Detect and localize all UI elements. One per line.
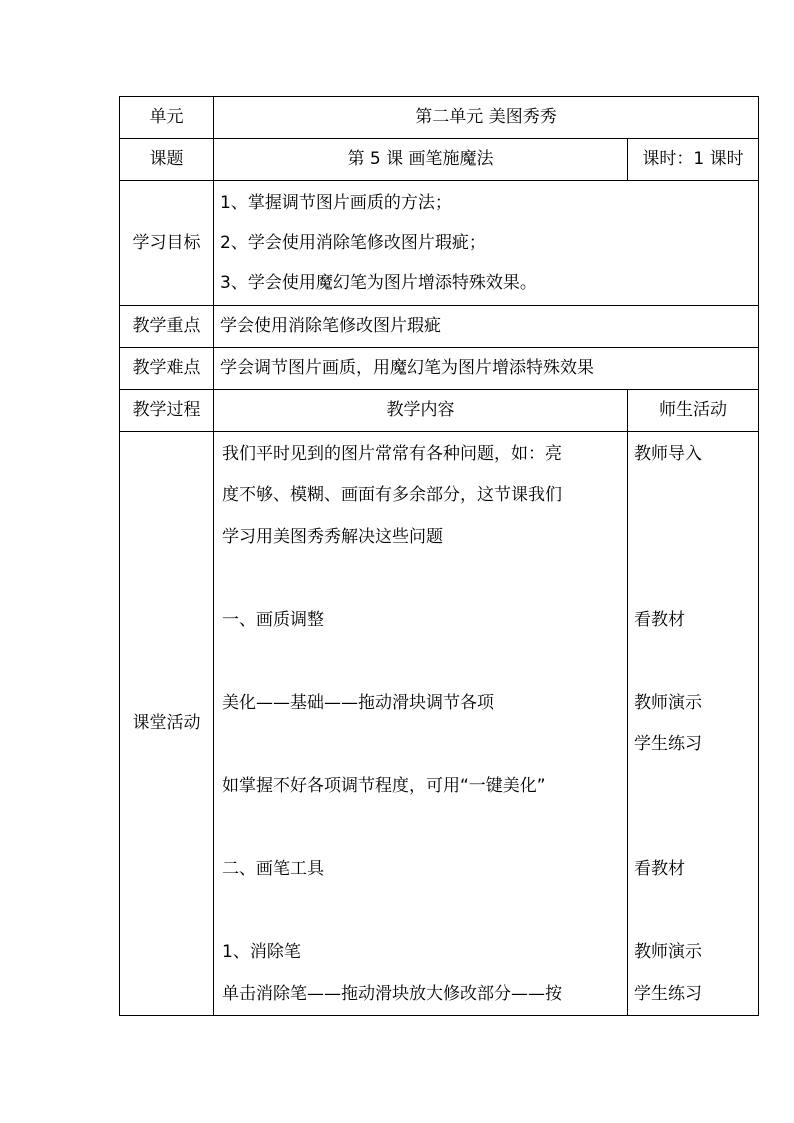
process-label: 教学过程 [120,390,214,432]
content-line: 美化——基础——拖动滑块调节各项 [222,693,494,713]
topic-row [120,139,759,181]
content-line: 学习用美图秀秀解决这些问题 [222,527,443,547]
process-header-row [120,390,759,432]
topic-value: 第 5 课 画笔施魔法 [214,139,628,181]
class-activity-roles [628,432,759,1016]
goals-label: 学习目标 [120,181,214,306]
class-activity-content [214,432,628,1016]
unit-value: 第二单元 美图秀秀 [214,97,759,139]
goal-item: 1、掌握调节图片画质的方法； [220,193,452,213]
content-line: 单击消除笔——拖动滑块放大修改部分——按 [222,984,562,1004]
content-line: 一、画质调整 [222,610,324,630]
activity-line: 教师导入 [634,444,702,464]
difficulty-label: 教学难点 [120,348,214,390]
content-line: 我们平时见到的图片常常有各种问题，如：亮 [222,444,562,464]
goal-item: 2、学会使用消除笔修改图片瑕疵； [220,233,486,253]
period-value: 课时：1 课时 [628,139,759,181]
difficulty-row [120,348,759,390]
unit-label: 单元 [120,97,214,139]
content-header: 教学内容 [214,390,628,432]
activity-line: 看教材 [634,859,685,879]
content-line: 如掌握不好各项调节程度，可用“一键美化” [222,776,546,796]
unit-row [120,97,759,139]
class-activity-label: 课堂活动 [120,432,214,1016]
lesson-plan-table [119,96,759,1016]
content-line: 度不够、模糊、画面有多余部分，这节课我们 [222,485,562,505]
activity-line: 看教材 [634,610,685,630]
topic-label: 课题 [120,139,214,181]
activity-line: 学生练习 [634,984,702,1004]
goal-item: 3、学会使用魔幻笔为图片增添特殊效果。 [220,273,537,293]
content-line: 二、画笔工具 [222,859,324,879]
activity-header: 师生活动 [628,390,759,432]
activity-line: 学生练习 [634,734,702,754]
key-point-row [120,306,759,348]
difficulty-value: 学会调节图片画质，用魔幻笔为图片增添特殊效果 [214,348,759,390]
key-point-label: 教学重点 [120,306,214,348]
activity-line: 教师演示 [634,693,702,713]
class-activity-row [120,432,759,1016]
activity-line: 教师演示 [634,942,702,962]
goals-row [120,181,759,306]
goals-list [214,181,759,306]
key-point-value: 学会使用消除笔修改图片瑕疵 [214,306,759,348]
content-line: 1、消除笔 [222,942,301,962]
